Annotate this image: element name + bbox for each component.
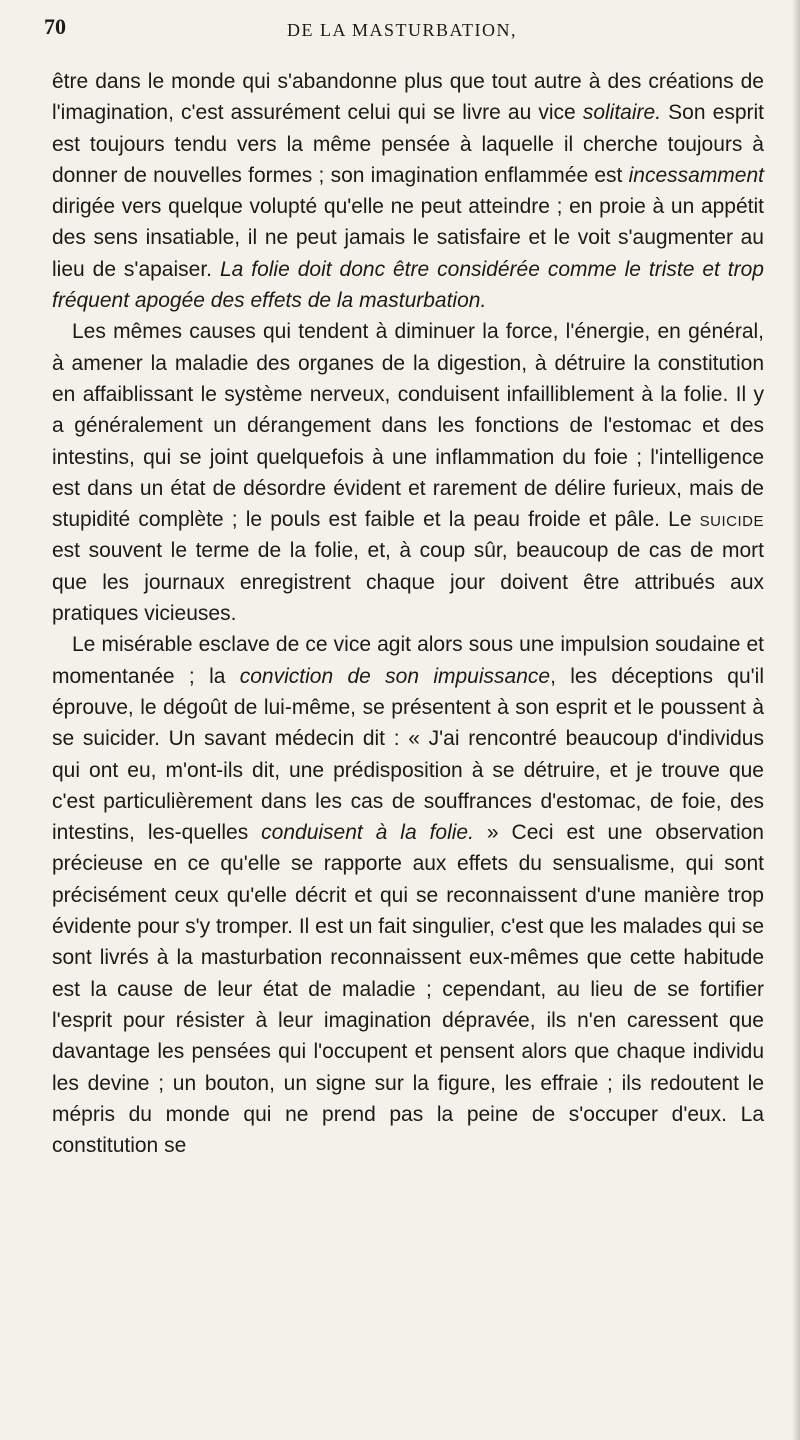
text-run: » Ceci est une observation précieuse en ce qu'elle se rapporte aux effets du sensualisme, qui sont précisément ceux qu'elle décrit et qui se reconnaissent d'une manière trop évidente pour s'y tromper. Il est un fait singulier, c'est que les malades qui se sont livrés à la masturbation reconnaissent eux-mêmes que cette habitude est la cause de leur état de maladie ; cependant, au lieu de se fortifier l'esprit pour résister à leur imagination dépravée, ils n'en caressent que davantage les pensées qui l'occupent et pensent alors que chaque individu les devine ; un bouton, un signe sur la figure, les effraie ; ils redoutent le mépris du monde qui ne prend pas la peine de s'occuper d'eux. La constitution se [52,821,764,1158]
italic-text: La folie doit donc être considérée comme le triste et trop fréquent apogée des effets de la masturbation. [52,257,764,313]
italic-text: conviction de son impuissance [239,664,551,688]
smallcaps-text: suicide [699,508,764,532]
page-header [44,14,760,54]
page-number: 70 [44,14,66,39]
italic-text: conduisent à la folie. [261,821,474,845]
paragraph [52,316,764,629]
text-run: dirigée vers quelque volupté qu'elle ne peut atteindre ; en proie à un appétit des sens insatiable, il ne peut jamais le satisfaire et le voit s'augmenter au lieu de s'apaiser. [52,195,764,281]
text-run: Son esprit est toujours tendu vers la même pensée à laquelle il cherche toujours à donner de nouvelles formes ; son imagination enflammée est [52,101,764,187]
text-run: être dans le monde qui s'abandonne plus que tout autre à des créations de l'imagination, c'est assurément celui qui se livre au vice [52,70,764,125]
text-run: , les déceptions qu'il éprouve, le dégoût de lui-même, se présentent à son esprit et le poussent à se suicider. Un savant médecin dit : « J'ai rencontré beaucoup d'individus qui ont eu, m'ont-ils dit, une prédisposition à se détruire, et je trouve que c'est particulièrement dans les cas de souffrances d'estomac, de foie, des intestins, les-quelles [52,664,764,845]
italic-text: incessamment [628,163,764,187]
text-run: est souvent le terme de la folie, et, à coup sûr, beaucoup de cas de mort que les journaux enregistrent chaque jour doivent être attribués aux pratiques vicieuses. [52,539,764,626]
page-edge-shadow [792,0,800,1440]
text-run: Les mêmes causes qui tendent à diminuer la force, l'énergie, en général, à amener la maladie des organes de la digestion, à détruire la constitution en affaiblissant le système nerveux, conduisent infailliblement à la folie. Il y a généralement un dérangement dans les fonctions de l'estomac et des intestins, qui se joint quelquefois à une inflammation du foie ; l'intelligence est dans un état de désordre évident et rarement de délire furieux, mais de stupidité complète ; le pouls est faible et la peau froide et pâle. Le [52,320,764,532]
running-head: DE LA MASTURBATION, [286,20,517,40]
paragraph [52,629,764,1161]
paragraph [52,66,764,316]
body-text [52,66,764,1161]
italic-text: solitaire. [582,101,662,125]
text-run: Le misérable esclave de ce vice agit alors sous une impulsion soudaine et momentanée ; la [52,633,764,688]
